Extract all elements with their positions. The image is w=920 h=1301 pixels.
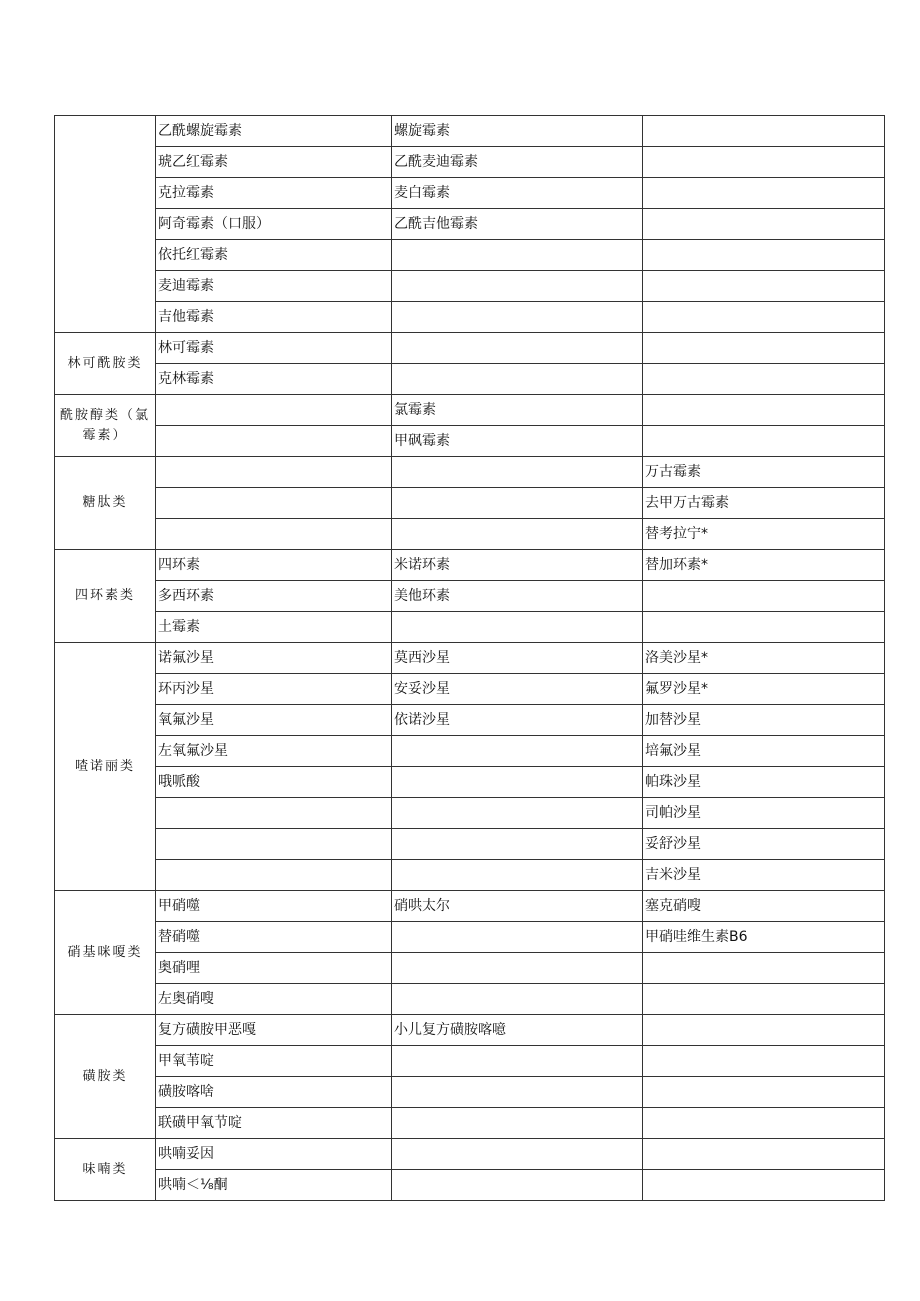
drug-cell: 替考拉宁*	[643, 519, 885, 550]
drug-cell: 米诺环素	[392, 550, 643, 581]
drug-cell	[643, 209, 885, 240]
table-row	[55, 395, 885, 426]
category-cell: 磺胺类	[55, 1015, 156, 1139]
drug-cell: 妥舒沙星	[643, 829, 885, 860]
table-row	[55, 643, 885, 674]
drug-cell: 奥硝哩	[156, 953, 392, 984]
drug-cell: 阿奇霉素（口服）	[156, 209, 392, 240]
drug-cell	[392, 612, 643, 643]
drug-cell	[643, 1108, 885, 1139]
drug-cell	[156, 488, 392, 519]
drug-cell	[392, 736, 643, 767]
drug-cell: 安妥沙星	[392, 674, 643, 705]
drug-cell	[392, 798, 643, 829]
drug-cell: 替加环素*	[643, 550, 885, 581]
drug-cell: 乙酰螺旋霉素	[156, 116, 392, 147]
drug-cell: 哄喃＜⅛酮	[156, 1170, 392, 1201]
drug-cell	[392, 922, 643, 953]
table-row	[55, 457, 885, 488]
drug-cell: 甲硝哇维生素B6	[643, 922, 885, 953]
drug-cell	[643, 1170, 885, 1201]
drug-cell: 吉米沙星	[643, 860, 885, 891]
drug-cell	[643, 612, 885, 643]
table-row	[55, 736, 885, 767]
drug-cell	[156, 829, 392, 860]
drug-cell: 替硝噬	[156, 922, 392, 953]
drug-cell: 帕珠沙星	[643, 767, 885, 798]
drug-cell	[643, 1046, 885, 1077]
drug-cell	[643, 581, 885, 612]
drug-cell: 塞克硝嗖	[643, 891, 885, 922]
drug-cell	[392, 364, 643, 395]
drug-cell	[392, 1077, 643, 1108]
table-row	[55, 488, 885, 519]
drug-cell	[643, 147, 885, 178]
drug-cell	[643, 271, 885, 302]
drug-cell: 依托红霉素	[156, 240, 392, 271]
drug-cell: 克拉霉素	[156, 178, 392, 209]
drug-cell: 甲硝噬	[156, 891, 392, 922]
table-row	[55, 922, 885, 953]
drug-cell: 琥乙红霉素	[156, 147, 392, 178]
table-row	[55, 302, 885, 333]
drug-cell: 哄喃妥因	[156, 1139, 392, 1170]
drug-cell: 复方磺胺甲恶嘎	[156, 1015, 392, 1046]
drug-cell: 培氟沙星	[643, 736, 885, 767]
drug-cell	[643, 984, 885, 1015]
drug-cell: 左奥硝嗖	[156, 984, 392, 1015]
drug-cell	[392, 1046, 643, 1077]
drug-cell: 洛美沙星*	[643, 643, 885, 674]
drug-cell	[643, 178, 885, 209]
drug-cell	[156, 860, 392, 891]
drug-cell	[392, 984, 643, 1015]
drug-cell	[392, 457, 643, 488]
table-row	[55, 674, 885, 705]
table-row	[55, 147, 885, 178]
category-cell: 硝基咪嗄类	[55, 891, 156, 1015]
drug-cell	[392, 829, 643, 860]
drug-cell	[392, 860, 643, 891]
table-row	[55, 1015, 885, 1046]
drug-cell: 加替沙星	[643, 705, 885, 736]
drug-cell	[156, 395, 392, 426]
table-row	[55, 829, 885, 860]
table-row	[55, 984, 885, 1015]
drug-cell: 环丙沙星	[156, 674, 392, 705]
drug-cell	[643, 240, 885, 271]
table-row	[55, 891, 885, 922]
category-cell: 四环素类	[55, 550, 156, 643]
table-row	[55, 1077, 885, 1108]
drug-cell: 甲氧苇啶	[156, 1046, 392, 1077]
drug-cell	[392, 488, 643, 519]
table-row	[55, 953, 885, 984]
table-body	[55, 116, 885, 1201]
drug-cell: 多西环素	[156, 581, 392, 612]
drug-cell: 乙酰麦迪霉素	[392, 147, 643, 178]
drug-cell	[392, 519, 643, 550]
table-row	[55, 612, 885, 643]
table-row	[55, 581, 885, 612]
drug-cell	[392, 271, 643, 302]
table-row	[55, 240, 885, 271]
drug-cell	[643, 364, 885, 395]
drug-cell	[392, 767, 643, 798]
table-row	[55, 178, 885, 209]
table-row	[55, 209, 885, 240]
drug-cell: 麦白霉素	[392, 178, 643, 209]
drug-cell	[643, 116, 885, 147]
drug-cell	[643, 302, 885, 333]
drug-cell: 哦哌酸	[156, 767, 392, 798]
drug-cell	[643, 333, 885, 364]
category-cell: 味喃类	[55, 1139, 156, 1201]
table-row	[55, 1170, 885, 1201]
table-row	[55, 116, 885, 147]
drug-cell	[392, 333, 643, 364]
drug-cell: 氧氟沙星	[156, 705, 392, 736]
category-cell: 酰胺醇类（氯霉素）	[55, 395, 156, 457]
drug-cell: 诺氟沙星	[156, 643, 392, 674]
drug-cell	[392, 1139, 643, 1170]
table-row	[55, 426, 885, 457]
drug-cell	[392, 240, 643, 271]
drug-cell: 司帕沙星	[643, 798, 885, 829]
drug-cell: 万古霉素	[643, 457, 885, 488]
category-cell: 喳诺丽类	[55, 643, 156, 891]
drug-cell	[643, 953, 885, 984]
drug-cell: 磺胺喀啥	[156, 1077, 392, 1108]
table-row	[55, 1139, 885, 1170]
drug-cell: 硝哄太尔	[392, 891, 643, 922]
drug-cell	[643, 1077, 885, 1108]
drug-cell: 氯霉素	[392, 395, 643, 426]
drug-cell: 氟罗沙星*	[643, 674, 885, 705]
category-cell	[55, 116, 156, 333]
drug-cell	[156, 457, 392, 488]
table-row	[55, 333, 885, 364]
drug-cell: 林可霉素	[156, 333, 392, 364]
table-row	[55, 798, 885, 829]
table-row	[55, 860, 885, 891]
drug-cell: 吉他霉素	[156, 302, 392, 333]
drug-cell: 联磺甲氧节啶	[156, 1108, 392, 1139]
drug-cell	[392, 1108, 643, 1139]
table-row	[55, 364, 885, 395]
category-cell: 林可酰胺类	[55, 333, 156, 395]
drug-cell: 螺旋霉素	[392, 116, 643, 147]
drug-cell: 四环素	[156, 550, 392, 581]
table-row	[55, 767, 885, 798]
drug-cell: 乙酰吉他霉素	[392, 209, 643, 240]
drug-cell	[643, 1139, 885, 1170]
drug-cell: 甲砜霉素	[392, 426, 643, 457]
table-row	[55, 519, 885, 550]
drug-cell	[643, 426, 885, 457]
drug-cell: 依诺沙星	[392, 705, 643, 736]
category-cell: 糖肽类	[55, 457, 156, 550]
drug-cell	[392, 302, 643, 333]
table-row	[55, 1108, 885, 1139]
drug-cell: 麦迪霉素	[156, 271, 392, 302]
drug-cell	[156, 519, 392, 550]
drug-cell: 去甲万古霉素	[643, 488, 885, 519]
drug-cell: 左氧氟沙星	[156, 736, 392, 767]
drug-cell	[156, 426, 392, 457]
drug-cell: 莫西沙星	[392, 643, 643, 674]
table-row	[55, 271, 885, 302]
table-row	[55, 705, 885, 736]
table-row	[55, 550, 885, 581]
drug-cell	[392, 1170, 643, 1201]
drug-cell	[156, 798, 392, 829]
drug-cell: 小儿复方磺胺喀噫	[392, 1015, 643, 1046]
drug-cell	[643, 1015, 885, 1046]
drug-cell	[392, 953, 643, 984]
table-row	[55, 1046, 885, 1077]
drug-cell: 美他环素	[392, 581, 643, 612]
antibiotic-table	[54, 115, 885, 1201]
drug-cell: 克林霉素	[156, 364, 392, 395]
drug-cell: 土霉素	[156, 612, 392, 643]
drug-cell	[643, 395, 885, 426]
